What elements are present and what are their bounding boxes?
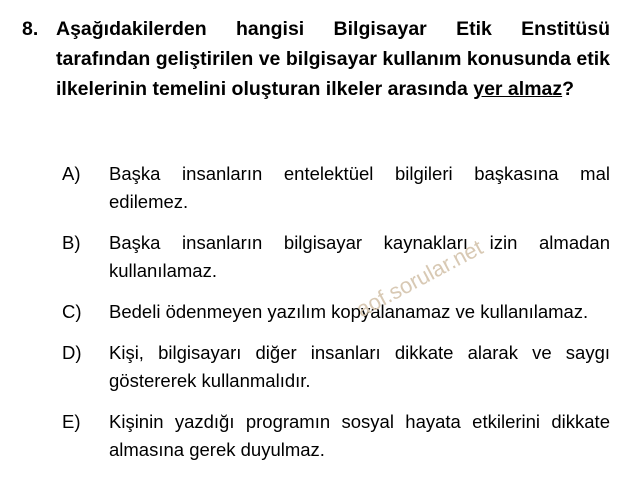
option-text: Kişi, bilgisayarı diğer insanları dikkate alarak ve saygı göstererek kullanmalıdır.: [109, 342, 610, 391]
option-text: Kişinin yazdığı programın sosyal hayata etkilerini dikkate almasına gerek duyulmaz.: [109, 411, 610, 460]
option-text: Başka insanların entelektüel bilgileri başkasına mal edilemez.: [109, 163, 610, 212]
question-block: [0, 14, 638, 104]
option-a[interactable]: [62, 160, 610, 216]
option-letter: B): [62, 232, 81, 253]
watermark-diagonal: aof.sorular.net: [352, 234, 487, 323]
option-letter: C): [62, 301, 82, 322]
option-text: Bedeli ödenmeyen yazılım kopyalanamaz ve kullanılamaz.: [109, 301, 589, 322]
option-b[interactable]: [62, 229, 610, 285]
option-text: Başka insanların bilgisayar kaynakları izin almadan kullanılamaz.: [109, 232, 610, 281]
option-letter: A): [62, 163, 81, 184]
option-e[interactable]: [62, 408, 610, 464]
option-c[interactable]: [62, 298, 610, 326]
question-text-part-1: Aşağıdakilerden hangisi Bilgisayar Etik Enstitüsü tarafından geliştirilen ve bilgisayar kullanım konusunda etik ilkelerinin temelini oluşturan ilkeler arasında: [56, 18, 610, 100]
options-list: [0, 160, 638, 477]
option-letter: E): [62, 411, 81, 432]
question-text: [56, 14, 610, 104]
question-number: 8.: [22, 18, 39, 40]
option-letter: D): [62, 342, 82, 363]
question-text-part-2: ?: [562, 78, 575, 100]
page-bottom-spacer: [0, 491, 638, 497]
question-text-underlined: yer almaz: [473, 78, 563, 100]
option-d[interactable]: [62, 339, 610, 395]
